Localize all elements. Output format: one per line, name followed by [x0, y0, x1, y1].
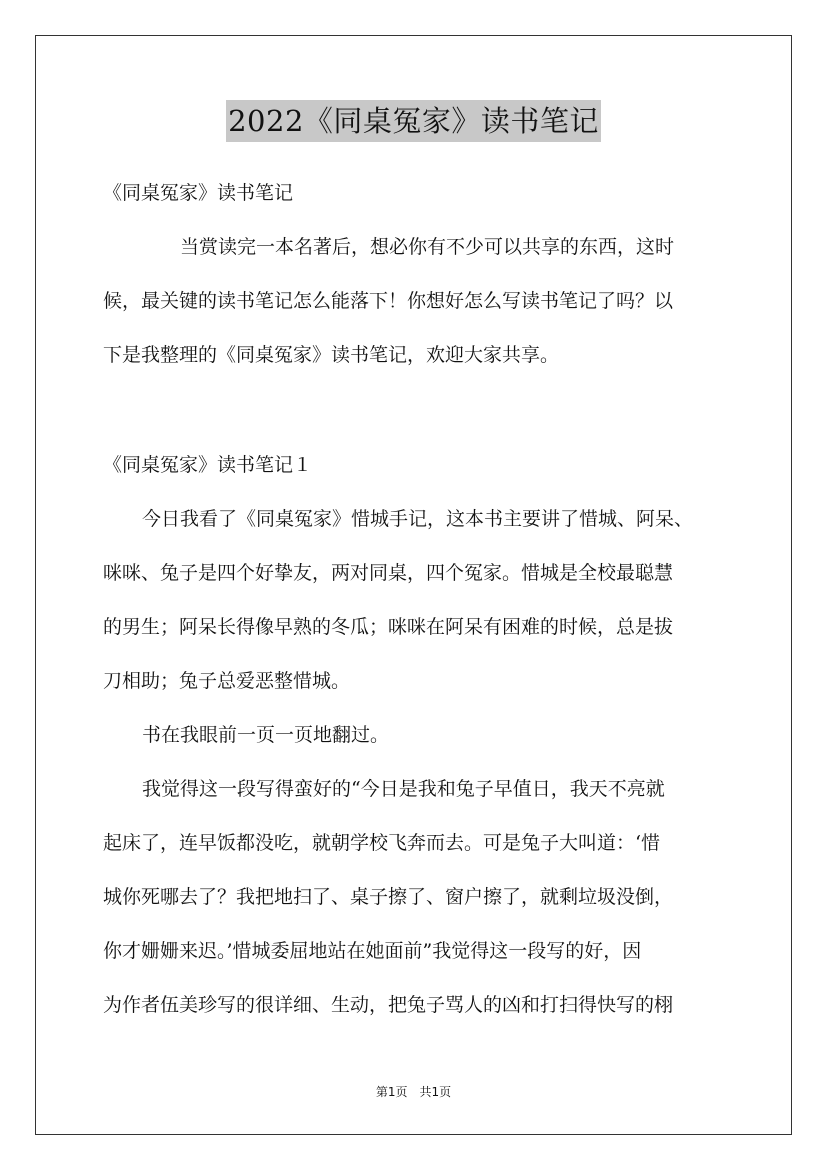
document-title: 2022《同桌冤家》读书笔记	[226, 100, 601, 142]
page-footer: 第1页 共1页	[375, 1085, 452, 1099]
paragraph-line: 候，最关键的读书笔记怎么能落下！你想好怎么写读书笔记了吗？以	[103, 290, 674, 312]
subtitle: 《同桌冤家》读书笔记	[103, 182, 294, 204]
paragraph-line: 刀相助；兔子总爱恶整惜城。	[103, 670, 351, 692]
paragraph-line: 我觉得这一段写得蛮好的“今日是我和兔子早值日，我天不亮就	[142, 778, 665, 800]
paragraph-line: 起床了，连早饭都没吃，就朝学校飞奔而去。可是兔子大叫道：‘惜	[103, 832, 661, 854]
paragraph-line: 当赏读完一本名著后，想必你有不少可以共享的东西，这时	[180, 236, 675, 258]
section-heading: 《同桌冤家》读书笔记１	[103, 454, 313, 476]
paragraph-line: 的男生；阿呆长得像早熟的冬瓜；咪咪在阿呆有困难的时候，总是拔	[103, 616, 674, 638]
paragraph-line: 城你死哪去了？我把地扫了、桌子擦了、窗户擦了，就剩垃圾没倒，	[103, 886, 674, 908]
paragraph-line: 咪咪、兔子是四个好挚友，两对同桌，四个冤家。惜城是全校最聪慧	[103, 562, 674, 584]
paragraph-line: 下是我整理的《同桌冤家》读书笔记，欢迎大家共享。	[103, 344, 560, 366]
paragraph-line: 书在我眼前一页一页地翻过。	[142, 724, 390, 746]
paragraph-line: 今日我看了《同桌冤家》惜城手记，这本书主要讲了惜城、阿呆、	[142, 508, 694, 530]
paragraph-line: 你才姗姗来迟。’惜城委屈地站在她面前”我觉得这一段写的好，因	[103, 940, 642, 962]
title-container	[0, 100, 827, 142]
paragraph-line: 为作者伍美珍写的很详细、生动，把兔子骂人的凶和打扫得快写的栩	[103, 994, 674, 1016]
